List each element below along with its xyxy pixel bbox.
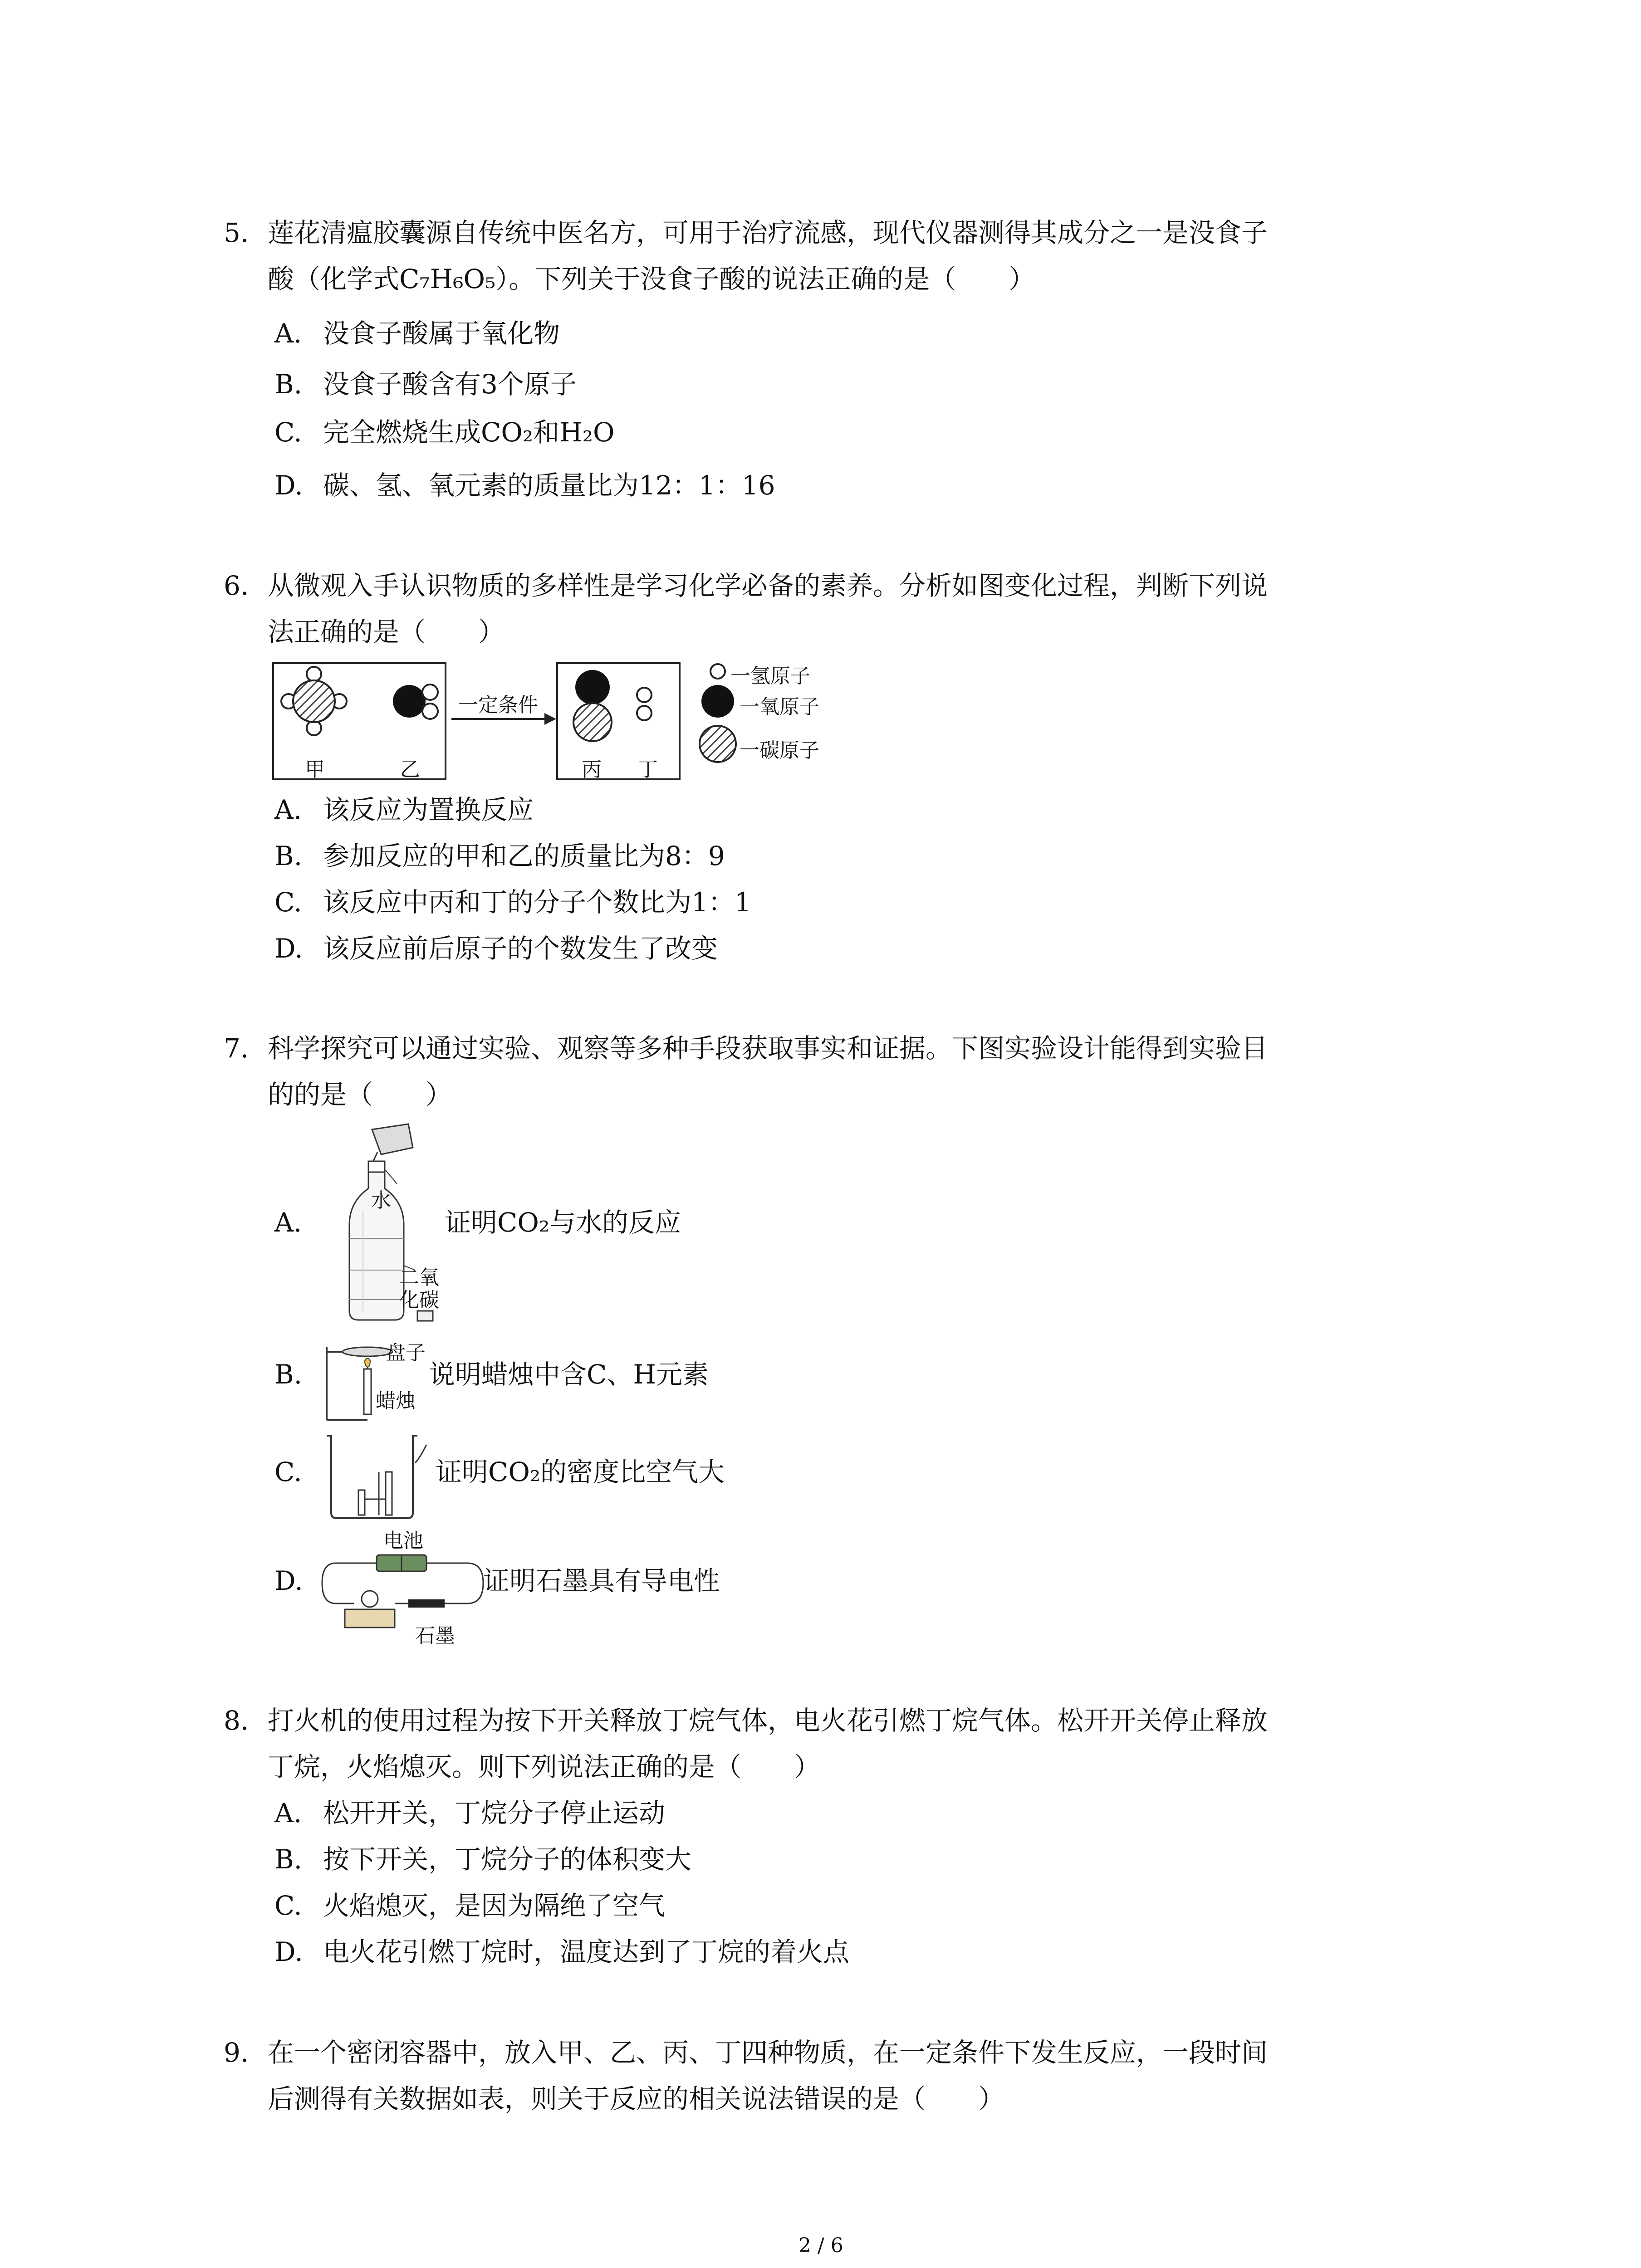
question-number: 9. — [224, 2037, 249, 2068]
arrow-head — [544, 713, 556, 725]
label-water: 水 — [371, 1189, 391, 1212]
option-text: 参加反应的甲和乙的质量比为8：9 — [323, 841, 725, 871]
option-text: 完全燃烧生成CO₂和H₂O — [323, 417, 615, 448]
option-letter: A. — [274, 794, 302, 825]
label-candle: 蜡烛 — [376, 1389, 416, 1413]
question-text-line2: 酸（化学式C₇H₆O₅）。下列关于没食子酸的说法正确的是（ ） — [268, 264, 1035, 294]
option-letter: C. — [274, 1890, 302, 1921]
question-number: 6. — [224, 570, 249, 601]
legend-hydrogen-label: 一氢原子 — [730, 665, 810, 688]
option-letter: C. — [274, 887, 302, 918]
question-text-line1: 从微观入手认识物质的多样性是学习化学必备的素养。分析如图变化过程，判断下列说 — [268, 570, 1268, 601]
option-letter: A. — [274, 1207, 302, 1238]
legend-carbon-label: 一碳原子 — [740, 739, 819, 762]
question-text-line1: 在一个密闭容器中，放入甲、乙、丙、丁四种物质，在一定条件下发生反应，一段时间 — [268, 2037, 1268, 2068]
beaker-svg — [318, 1431, 436, 1522]
experiment-b-figure — [318, 1334, 436, 1424]
experiment-a-figure — [318, 1120, 445, 1329]
option-text: 电火花引燃丁烷时，温度达到了丁烷的着火点 — [323, 1936, 850, 1967]
label-graphite: 石墨 — [415, 1624, 455, 1647]
option-letter: A. — [274, 318, 302, 349]
label-plate: 盘子 — [386, 1341, 426, 1364]
option-text: 火焰熄灭，是因为隔绝了空气 — [323, 1890, 666, 1921]
option-text: 证明CO₂的密度比空气大 — [436, 1457, 725, 1487]
question-number: 7. — [224, 1033, 249, 1064]
label-co2-line1: 二氧 — [399, 1266, 439, 1289]
hydrogen-atom — [307, 667, 321, 681]
option-text: 证明CO₂与水的反应 — [445, 1207, 681, 1238]
option-text: 没食子酸属于氧化物 — [323, 318, 560, 349]
option-letter: D. — [274, 470, 303, 501]
hydrogen-atom — [422, 704, 438, 719]
option-text: 按下开关，丁烷分子的体积变大 — [323, 1844, 692, 1875]
experiment-c-figure — [318, 1431, 436, 1522]
question-text-line1: 莲花清瘟胶囊源自传统中医名方，可用于治疗流感，现代仪器测得其成分之一是没食子 — [268, 217, 1268, 248]
question-number: 8. — [224, 1705, 249, 1736]
option-text: 该反应中丙和丁的分子个数比为1：1 — [323, 887, 751, 918]
label-battery: 电池 — [383, 1529, 423, 1552]
question-text-line2: 法正确的是（ ） — [268, 616, 505, 647]
oxygen-atom — [575, 670, 610, 704]
option-text: 该反应前后原子的个数发生了改变 — [323, 933, 718, 964]
arrow-label: 一定条件 — [458, 694, 538, 717]
carbon-atom — [293, 680, 335, 722]
legend-hydrogen-icon — [710, 664, 725, 679]
legend-oxygen-label: 一氧原子 — [740, 695, 819, 719]
question-text-line2: 丁烷，火焰熄灭。则下列说法正确的是（ ） — [268, 1751, 821, 1782]
label-ding: 丁 — [638, 758, 658, 781]
option-letter: B. — [274, 841, 303, 871]
option-letter: B. — [274, 369, 303, 400]
question-text-line1: 科学探究可以通过实验、观察等多种手段获取事实和证据。下图实验设计能得到实验目 — [268, 1033, 1268, 1064]
label-jia: 甲 — [305, 758, 325, 781]
option-letter: D. — [274, 1936, 303, 1967]
option-text: 碳、氢、氧元素的质量比为12：1：16 — [323, 470, 775, 501]
label-bing: 丙 — [582, 758, 602, 781]
question-number: 5. — [224, 217, 249, 248]
hydrogen-atom — [637, 688, 652, 702]
hydrogen-atom — [637, 706, 652, 720]
question-text-line2: 的的是（ ） — [268, 1079, 452, 1110]
page-number: 2 / 6 — [798, 2234, 843, 2257]
option-text: 松开开关，丁烷分子停止运动 — [323, 1798, 666, 1828]
option-letter: B. — [274, 1844, 303, 1875]
carbon-atom — [573, 703, 612, 741]
option-letter: D. — [274, 1565, 303, 1596]
option-text: 证明石墨具有导电性 — [483, 1565, 720, 1596]
question-text-line2: 后测得有关数据如表，则关于反应的相关说法错误的是（ ） — [268, 2083, 1005, 2114]
oxygen-atom — [393, 685, 426, 718]
label-yi: 乙 — [400, 758, 420, 781]
label-co2-line2: 化碳 — [399, 1289, 439, 1312]
option-letter: A. — [274, 1798, 302, 1828]
option-letter: B. — [274, 1359, 303, 1390]
hydrogen-atom — [422, 684, 438, 700]
option-text: 该反应为置换反应 — [323, 794, 534, 825]
option-text: 说明蜡烛中含C、H元素 — [429, 1359, 709, 1390]
legend-oxygen-icon — [701, 685, 734, 718]
option-text: 没食子酸含有3个原子 — [323, 369, 577, 400]
option-letter: D. — [274, 933, 303, 964]
legend-carbon-icon — [700, 726, 736, 762]
option-letter: C. — [274, 1457, 302, 1487]
experiment-d-figure — [318, 1524, 490, 1647]
question-text-line1: 打火机的使用过程为按下开关释放丁烷气体，电火花引燃丁烷气体。松开开关停止释放 — [268, 1705, 1268, 1736]
option-letter: C. — [274, 417, 302, 448]
reaction-diagram — [272, 662, 830, 785]
